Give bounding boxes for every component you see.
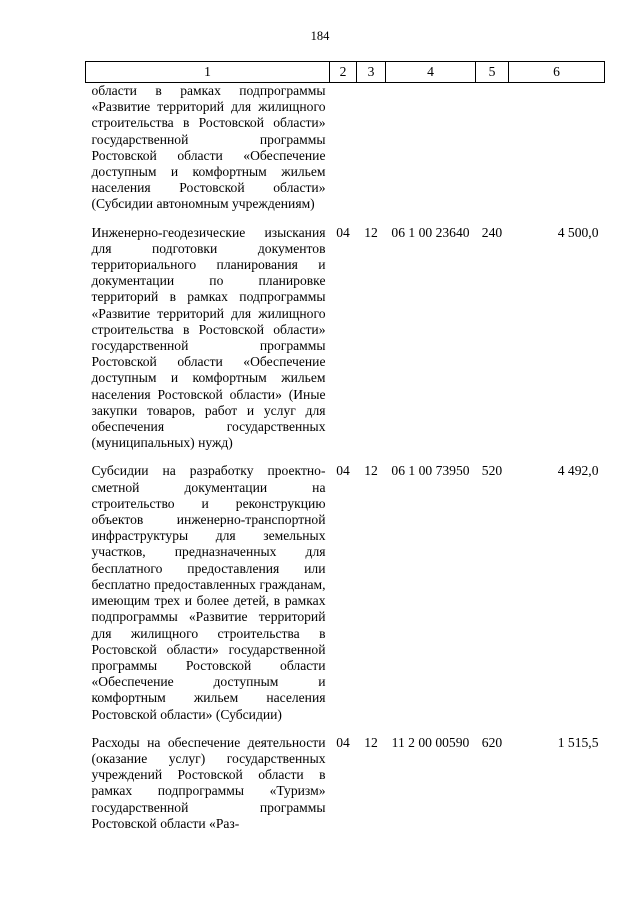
table-row [86,463,605,734]
row-section: 04 [336,734,350,750]
row-description: Инженерно-геодезические изыскания для подготовки документов территориального планирования и документации по планировке территорий в рамках подпрограммы «Развитие территорий для жилищного строительства в Ростовской области» государственной программы Ростовской области «Обеспечение доступным и комфортным жильем населения Ростовской области» (Иные закупки товаров, работ и услуг для обеспечения государственных (муниципальных) нужд) [91,224,326,451]
row-expense-type: 520 [481,463,503,479]
table-row [86,83,605,225]
row-subsection: 12 [364,463,378,479]
row-target-article: 11 2 00 00590 [391,734,470,750]
row-amount: 4 492,0 [557,463,599,479]
row-section [330,83,357,225]
row-amount [509,83,605,225]
row-amount: 1 515,5 [557,734,599,750]
row-target-article: 06 1 00 73950 [391,463,470,479]
header-col-6: 6 [509,62,605,83]
header-col-4: 4 [386,62,476,83]
row-expense-type [476,83,509,225]
header-col-2: 2 [330,62,357,83]
row-section: 04 [336,463,350,479]
row-subsection: 12 [364,224,378,240]
row-target-article: 06 1 00 23640 [391,224,470,240]
row-description: Субсидии на разработку проектно-сметной документации на строительство и реконструкцию объектов инженерно-транспортной инфраструктуры для земельных участков, предназначенных для бесплатного предоставления или бесплатно предоставленных гражданам, имеющим трех и более детей, в рамках подпрограммы «Развитие территорий для жилищного строительства в Ростовской области» государственной программы Ростовской области «Обеспечение доступным и комфортным жильем населения Ростовской области» (Субсидии) [91,463,326,722]
row-subsection: 12 [364,734,378,750]
row-amount: 4 500,0 [557,224,599,240]
row-section: 04 [336,224,350,240]
table-row [86,225,605,464]
row-description: Расходы на обеспечение деятельности (оказание услуг) государственных учреждений Ростовской области в рамках подпрограммы «Туризм» государственной программы Ростовской области «Раз- [91,734,326,831]
budget-table-container [85,61,604,832]
header-col-1: 1 [86,62,330,83]
row-target-article [386,83,476,225]
row-expense-type: 240 [481,224,503,240]
header-col-3: 3 [357,62,386,83]
budget-table [85,61,605,832]
table-row [86,735,605,832]
table-header-row [86,62,605,83]
row-expense-type: 620 [481,734,503,750]
page-number: 184 [310,29,330,43]
header-col-5: 5 [476,62,509,83]
row-description: области в рамках подпрограммы «Развитие территорий для жилищного строительства в Ростовской области» государственной программы Ростовской области «Обеспечение доступным и комфортным жильем населения Ростовской области» (Субсидии автономным учреждениям) [91,83,326,212]
row-subsection [357,83,386,225]
